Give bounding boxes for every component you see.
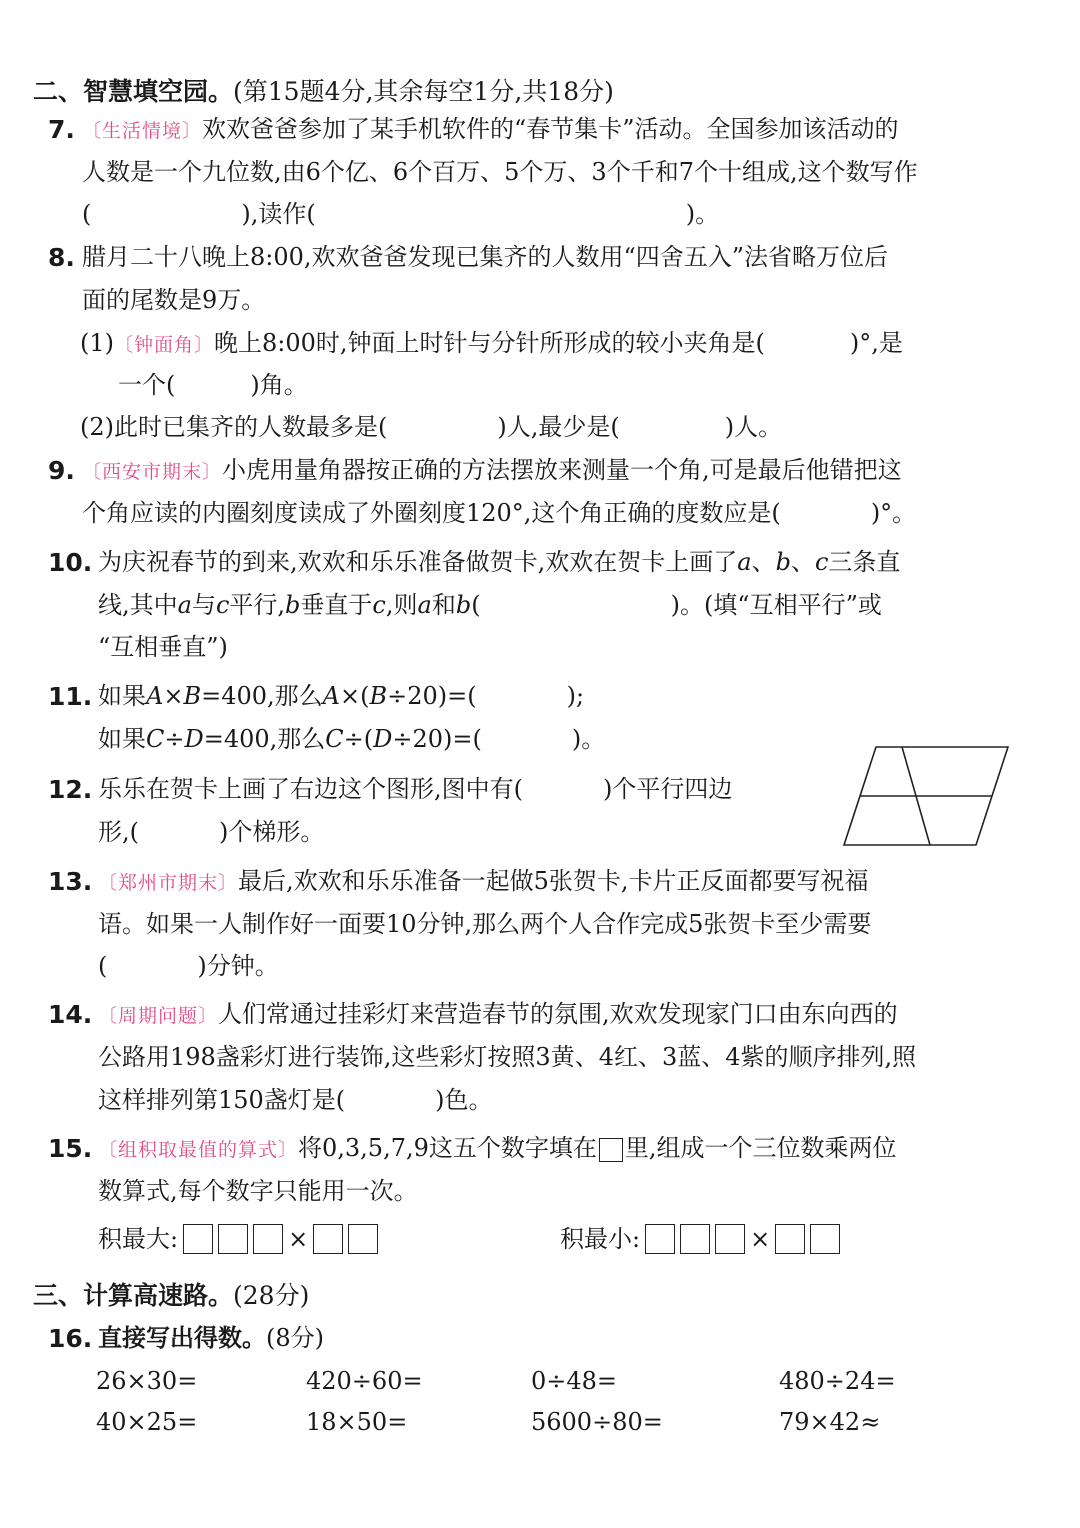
q10-var: a [417,591,432,619]
q15-min-times: × [750,1224,771,1253]
q10-text2c: 平行, [229,591,286,619]
q7-line3 [82,199,719,229]
q15-min-digit-box[interactable] [715,1224,745,1254]
q15-max-digit-box[interactable] [218,1224,248,1254]
q10-text1b: 三条直 [828,548,901,576]
section-3-title: 三、计算高速路。 [33,1281,234,1310]
q15-max-row [98,1221,383,1255]
q15-number: 15. [48,1134,93,1163]
q8-sub2-text3: )人。 [724,413,783,441]
q16-number: 16. [48,1324,93,1353]
q10-text2h: )。(填“互相平行”或 [670,591,882,619]
q11-var-d: D [184,725,204,753]
q11-var-c: C [325,725,344,753]
calc-item: 40×25= [96,1408,198,1436]
q13-paren-open: ( [98,952,108,980]
q8-sub2-text2: )人,最少是( [497,413,620,441]
q14-line3 [98,1085,493,1115]
q13-line1 [98,866,869,898]
q11-var-d: D [373,725,393,753]
q15-max-digit-box[interactable] [313,1224,343,1254]
q15-min-digit-box[interactable] [645,1224,675,1254]
q13-number: 13. [48,867,93,896]
q10-text2d: 垂直于 [300,591,373,619]
q10-line2 [98,590,882,620]
q10-number: 10. [48,548,93,577]
q16-title-line [98,1323,324,1353]
q15-inline-box [599,1138,623,1162]
q10-var: c [215,591,230,619]
q10-var-c: c [814,548,829,576]
q7-line1 [82,114,899,146]
q8-sub2-text1: (2)此时已集齐的人数最多是( [80,413,388,441]
q11-times: × [163,682,184,710]
q7-line2: 人数是一个九位数,由6个亿、6个百万、5个万、3个千和7个十组成,这个数写作 [82,158,918,186]
q9-text3: )°。 [870,499,917,527]
section-2-heading [33,72,614,108]
q11-var-c: C [146,725,165,753]
q13-text3: )分钟。 [197,952,279,980]
q11-text: =400,那么 [203,725,326,753]
q15-tag: 〔组积取最值的算式〕 [98,1139,299,1161]
q10-var-b: b [775,548,791,576]
q10-paren-open: ( [471,591,481,619]
section-2-note: (第15题4分,其余每空1分,共18分) [233,77,614,106]
q11-text: =400,那么 [201,682,323,710]
q14-text3: 这样排列第150盏灯是( [98,1086,346,1114]
q15-min-row [560,1221,845,1255]
section-2-title: 二、智慧填空园。 [33,77,234,106]
q10-var: b [455,591,472,619]
q12-text3: 形,( [98,818,139,846]
q15-text1: 将0,3,5,7,9这五个数字填在 [298,1134,597,1162]
q14-line2: 公路用198盏彩灯进行装饰,这些彩灯按照3黄、4红、3蓝、4紫的顺序排列,照 [98,1043,917,1071]
q11-var-a: A [146,682,164,710]
q11-line1 [98,681,584,711]
q8-sub1-text: 晚上8:00时,钟面上时针与分针所形成的较小夹角是( [214,329,765,357]
calc-item: 79×42≈ [779,1408,881,1436]
q11-number: 11. [48,682,93,711]
q15-min-label: 积最小: [560,1224,641,1253]
q11-var-b: B [369,682,388,710]
q8-sub1-tag: 〔钟面角〕 [114,334,215,356]
q7-paren-close: )。 [685,200,720,228]
calc-item: 420÷60= [306,1367,423,1395]
q11-divide: ÷ [164,725,185,753]
q10-var: a [177,591,192,619]
q11-text: ÷20)=( [392,725,482,753]
q10-var-a: a [737,548,752,576]
q8-line1: 腊月二十八晚上8:00,欢欢爸爸发现已集齐的人数用“四舍五入”法省略万位后 [82,243,889,271]
q10-var: b [285,591,301,619]
q12-line1 [98,774,732,804]
q15-min-digit-box[interactable] [680,1224,710,1254]
q15-max-label: 积最大: [98,1224,179,1253]
q10-sep2: 、 [790,548,815,576]
q16-note: (8分) [266,1324,324,1352]
q11-text: 如果 [98,725,146,753]
q11-text: 如果 [98,682,146,710]
q7-text1: 欢欢爸爸参加了某手机软件的“春节集卡”活动。全国参加该活动的 [202,115,899,143]
q8-sub1-prefix: (1) [80,329,114,357]
q13-line2: 语。如果一人制作好一面要10分钟,那么两个人合作完成5张贺卡至少需要 [98,910,872,938]
q11-text: ÷20)=( [387,682,477,710]
q10-text2a: 线,其中 [98,591,178,619]
q10-var: c [372,591,386,619]
q15-min-digit-box[interactable] [775,1224,805,1254]
q9-line2 [82,498,916,528]
q8-sub2-line [80,412,782,442]
section-3-note: (28分) [233,1281,310,1310]
q11-divide: ÷( [343,725,374,753]
q8-sub1-line1 [80,328,903,360]
q11-line2 [98,724,605,754]
q15-max-digit-box[interactable] [253,1224,283,1254]
q8-sub1-text2: )°,是 [849,329,903,357]
calc-item: 0÷48= [531,1367,618,1395]
q10-line3: “互相垂直”) [98,633,228,661]
q15-line1 [98,1133,897,1165]
q15-text2: 里,组成一个三位数乘两位 [624,1134,897,1162]
calc-item: 26×30= [96,1367,198,1395]
q10-text2e: ,则 [385,591,418,619]
q8-sub1-text3: 一个( [118,371,176,399]
q9-number: 9. [48,456,75,485]
q9-text1: 小虎用量角器按正确的方法摆放来测量一个角,可是最后他错把这 [222,456,902,484]
q9-line1 [82,455,902,487]
q15-max-times: × [288,1224,309,1253]
q12-text2: )个平行四边 [603,775,733,803]
q15-line2: 数算式,每个数字只能用一次。 [98,1177,418,1205]
q14-line1 [98,999,898,1031]
q12-text4: )个梯形。 [219,818,325,846]
q10-text2f: 和 [431,591,456,619]
q15-min-digit-box[interactable] [810,1224,840,1254]
calc-item: 5600÷80= [531,1408,663,1436]
q13-line3 [98,951,279,981]
q7-paren-open: ( [82,200,92,228]
section-3-heading [33,1276,309,1312]
q10-sep1: 、 [751,548,776,576]
q8-number: 8. [48,243,75,272]
calc-item: 480÷24= [779,1367,896,1395]
q13-tag: 〔郑州市期末〕 [98,872,239,894]
q9-tag: 〔西安市期末〕 [82,461,223,483]
q10-text2b: 与 [191,591,216,619]
q11-times: ×( [339,682,370,710]
q13-text1: 最后,欢欢和乐乐准备一起做5张贺卡,卡片正反面都要写祝福 [238,867,869,895]
parallelogram-figure [840,745,1012,849]
q7-read-label: ),读作( [241,200,316,228]
q14-tag: 〔周期问题〕 [98,1005,219,1027]
q11-var-a: A [322,682,340,710]
q11-text: ); [566,682,585,710]
q12-number: 12. [48,775,93,804]
q14-number: 14. [48,1000,93,1029]
q10-text1: 为庆祝春节的到来,欢欢和乐乐准备做贺卡,欢欢在贺卡上画了 [98,548,738,576]
q12-line2 [98,817,324,847]
q12-text1: 乐乐在贺卡上画了右边这个图形,图中有( [98,775,523,803]
q14-text4: )色。 [435,1086,493,1114]
q10-line1 [98,547,900,577]
q9-text2: 个角应读的内圈刻度读成了外圈刻度120°,这个角正确的度数应是( [82,499,781,527]
q8-line2: 面的尾数是9万。 [82,286,266,314]
q11-var-b: B [183,682,202,710]
q16-title: 直接写出得数。 [98,1324,266,1352]
q15-max-digit-box[interactable] [183,1224,213,1254]
q7-tag: 〔生活情境〕 [82,120,203,142]
calc-item: 18×50= [306,1408,408,1436]
q7-number: 7. [48,115,75,144]
q8-sub1-line2 [118,370,308,400]
q14-text1: 人们常通过挂彩灯来营造春节的氛围,欢欢发现家门口由东向西的 [218,1000,898,1028]
q11-text: )。 [571,725,606,753]
q8-sub1-text4: )角。 [250,371,308,399]
q15-max-digit-box[interactable] [348,1224,378,1254]
